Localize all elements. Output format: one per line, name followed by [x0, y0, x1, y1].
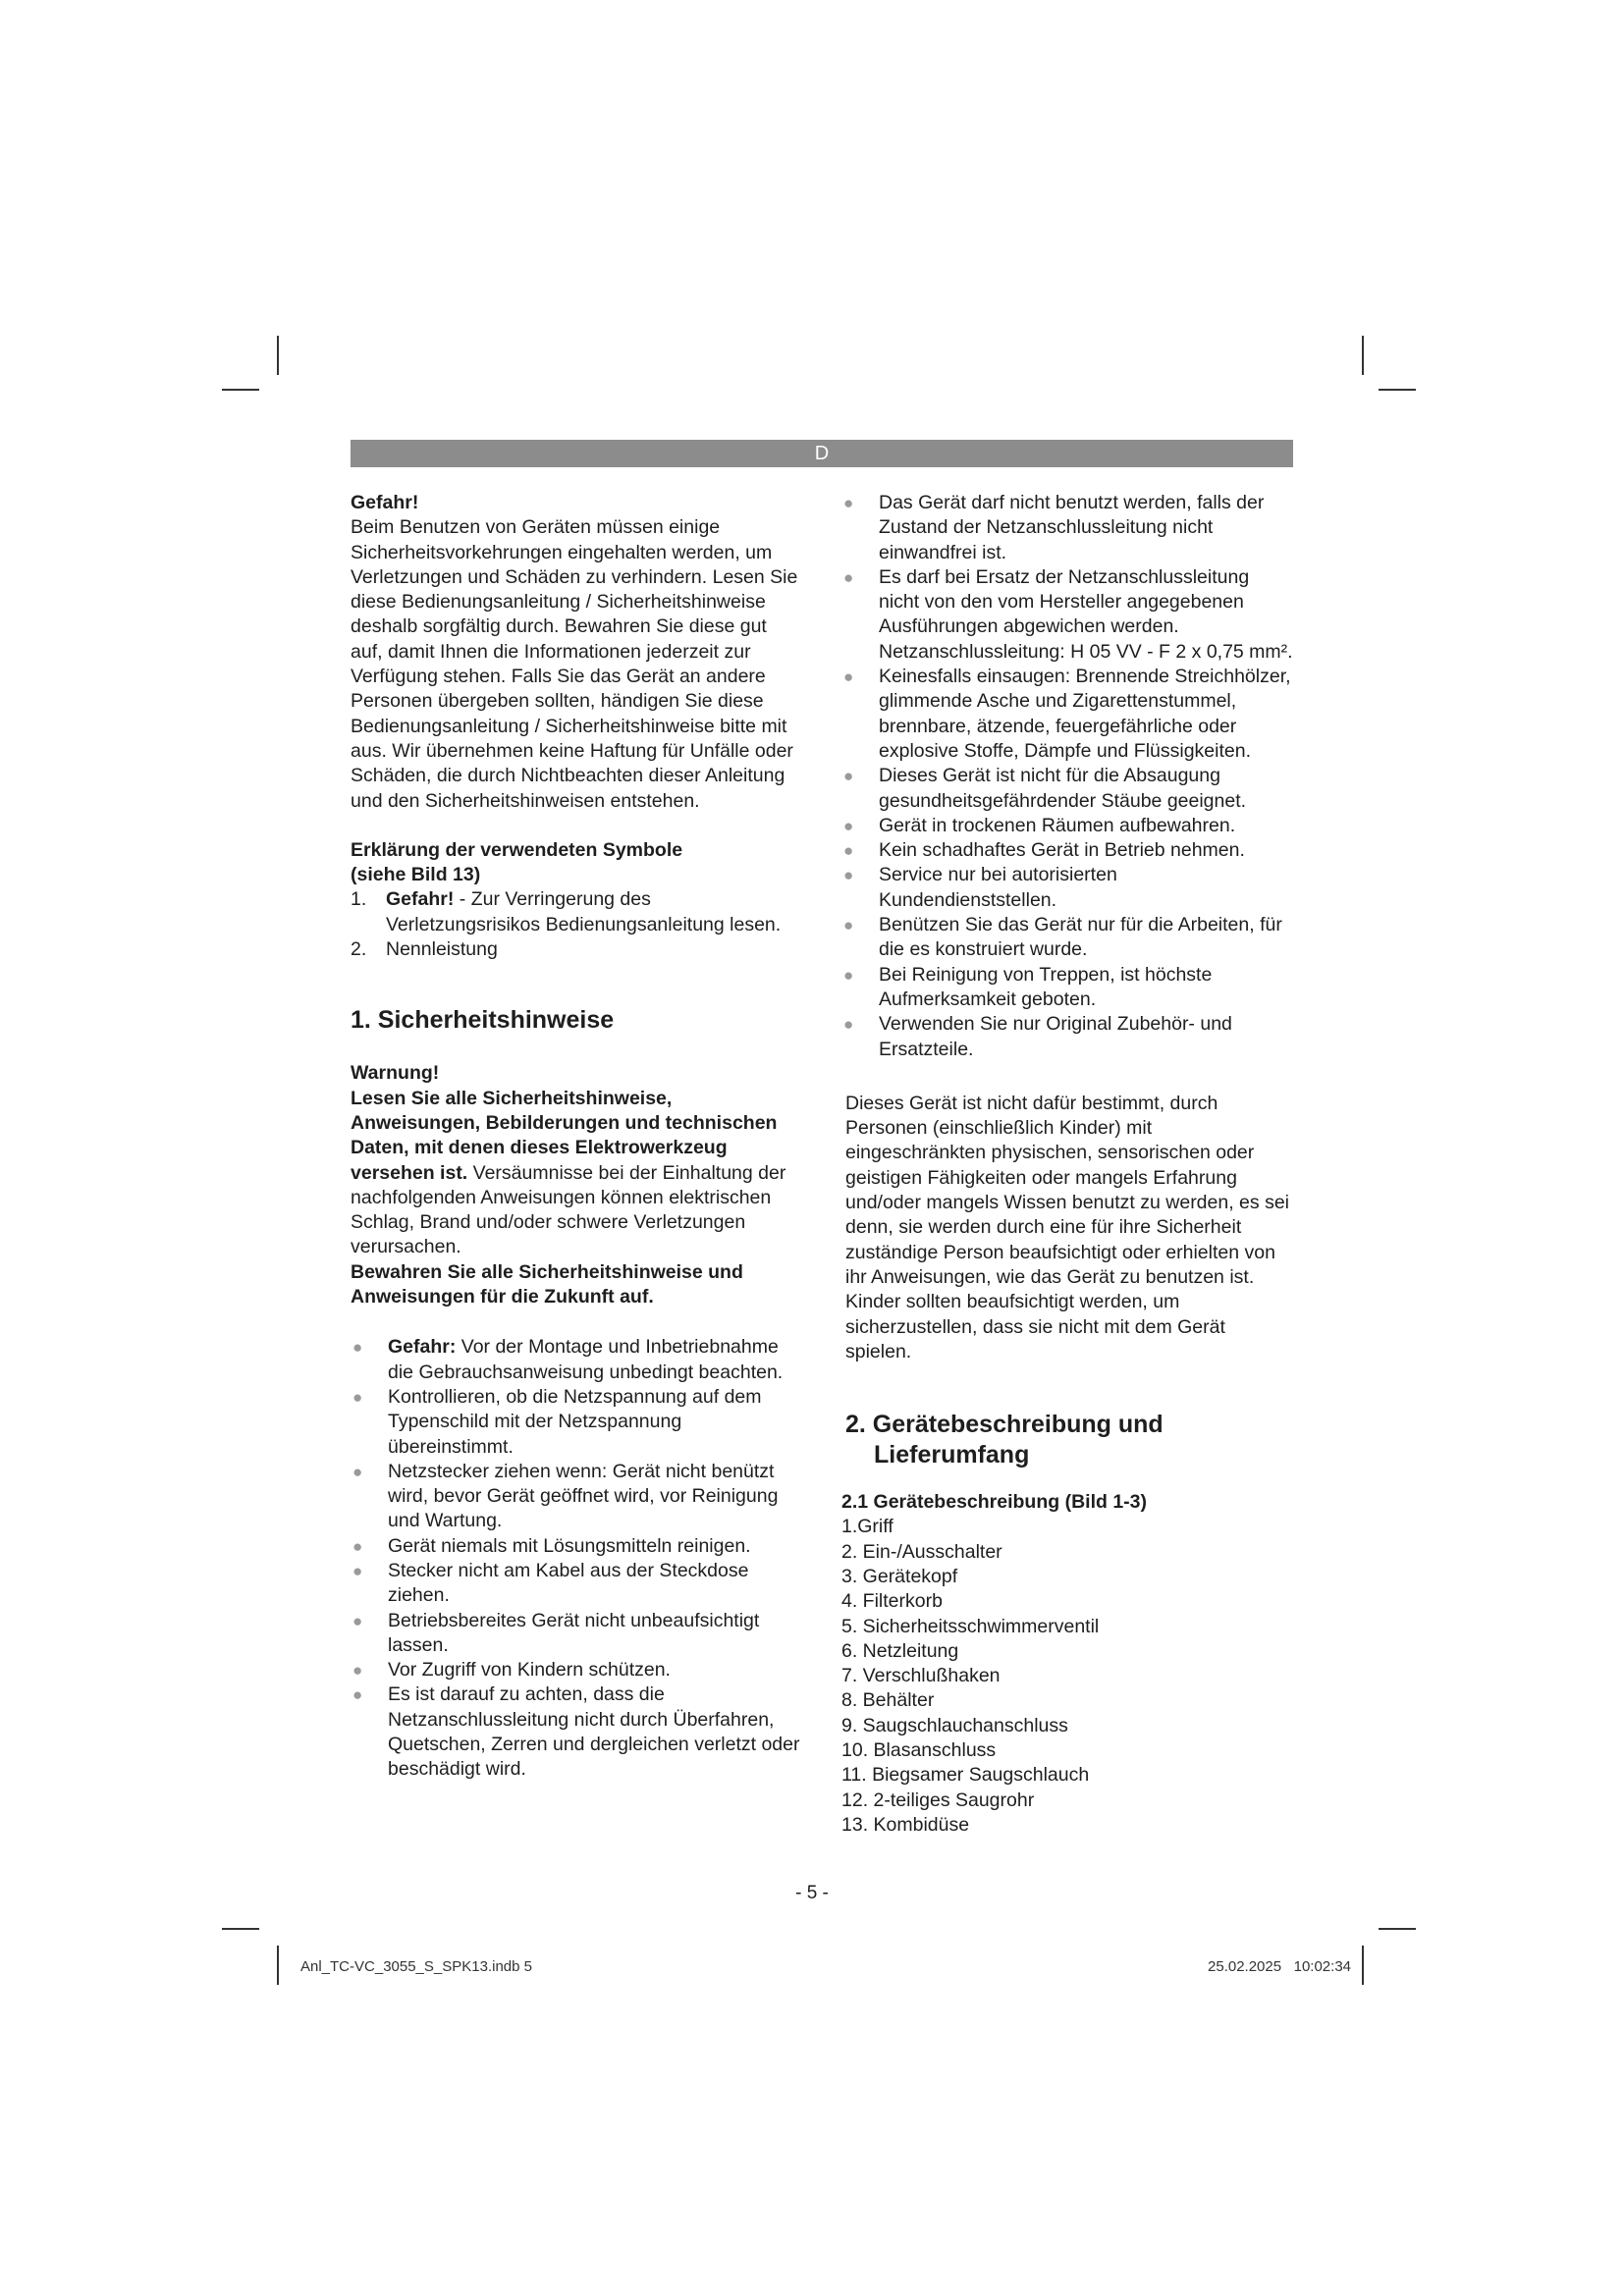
- bullet-icon: ●: [843, 841, 854, 861]
- list-item: [841, 913, 1293, 963]
- item-text: Nennleistung: [386, 938, 498, 961]
- item-number: 1.: [351, 888, 367, 911]
- safety-bullets-right: [841, 491, 1293, 1062]
- list-item: [841, 665, 1293, 764]
- item-text: Dieses Gerät ist nicht für die Absaugung gesundheitsgefährdender Stäube geeignet.: [879, 765, 1247, 812]
- list-item: 2. Ein-/Ausschalter: [841, 1540, 1002, 1563]
- language-letter: D: [814, 443, 830, 464]
- bullet-icon: ●: [352, 1338, 363, 1358]
- list-item: 4. Filterkorb: [841, 1590, 943, 1613]
- list-item: [351, 1682, 802, 1782]
- symbols-list: [351, 887, 802, 962]
- bullet-icon: ●: [352, 1611, 363, 1630]
- bullet-icon: ●: [352, 1685, 363, 1705]
- list-item: 7. Verschlußhaken: [841, 1665, 1001, 1687]
- warning-title: Warnung!: [351, 1062, 440, 1085]
- crop-mark: [1362, 1946, 1364, 1985]
- bullet-icon: ●: [843, 667, 854, 687]
- print-time: 10:02:34: [1293, 1958, 1351, 1975]
- item-number: 2.: [351, 938, 367, 961]
- bullet-icon: ●: [352, 1661, 363, 1681]
- list-item: 10. Blasanschluss: [841, 1739, 997, 1762]
- crop-mark: [277, 1946, 279, 1985]
- bullet-icon: ●: [352, 1462, 363, 1481]
- list-item: [351, 937, 802, 962]
- bullet-icon: ●: [843, 567, 854, 587]
- item-text: Service nur bei autorisierten Kundendienststellen.: [879, 864, 1117, 911]
- crop-mark: [277, 336, 279, 375]
- crop-mark: [222, 1928, 259, 1930]
- item-text: Kein schadhaftes Gerät in Betrieb nehmen.: [879, 839, 1245, 862]
- print-date: 25.02.2025: [1208, 1958, 1282, 1975]
- bullet-icon: ●: [843, 767, 854, 786]
- list-item: 13. Kombidüse: [841, 1813, 970, 1836]
- item-text: Gerät in trockenen Räumen aufbewahren.: [879, 814, 1236, 836]
- item-text: Betriebsbereites Gerät nicht unbeaufsichtigt lassen.: [388, 1609, 760, 1656]
- list-item: [351, 1335, 802, 1385]
- symbols-subtitle: (siehe Bild 13): [351, 864, 481, 886]
- item-text: Netzstecker ziehen wenn: Gerät nicht benützt wird, bevor Gerät geöffnet wird, vor Reinigung und Wartung.: [388, 1460, 779, 1532]
- warning-bold: Lesen Sie alle Sicherheitshinweise, Anweisungen, Bebilderungen und technischen Daten, mit denen dieses Elektrowerkzeug versehen ist.: [351, 1087, 778, 1184]
- list-item: 5. Sicherheitsschwimmerventil: [841, 1615, 1100, 1637]
- item-text: Es darf bei Ersatz der Netzanschlussleitung nicht von den vom Hersteller angegebenen Ausführungen abgewichen werden. Netzanschlussleitung: H 05 VV - F 2 x 0,75 mm².: [879, 565, 1293, 663]
- item-text: Bei Reinigung von Treppen, ist höchste Aufmerksamkeit geboten.: [879, 963, 1213, 1010]
- list-item: [841, 1012, 1293, 1062]
- danger-text: Beim Benutzen von Geräten müssen einige Sicherheitsvorkehrungen eingehalten werden, um Verletzungen und Schäden zu verhindern. Lesen Sie diese Bedienungsanleitung / Sicherheitshinweise deshalb sorgfältig durch. Bewahren Sie diese gut auf, damit Ihnen die Informationen jederzeit zur Verfügung stehen. Falls Sie das Gerät an andere Personen übergeben sollten, händigen Sie diese Bedienungsanleitung / Sicherheitshinweise bitte mit aus. Wir übernehmen keine Haftung für Unfälle oder Schäden, die durch Nichtbeachten dieser Anleitung und den Sicherheitshinweisen entstehen.: [351, 516, 798, 812]
- children-notice: Dieses Gerät ist nicht dafür bestimmt, durch Personen (einschließlich Kinder) mit eingeschränkten physischen, sensorischen oder geistigen Fähigkeiten oder mangels Erfahrung und/oder mangels Wissen benutzt zu werden, es sei denn, sie werden durch eine für ihre Sicherheit zuständige Person beaufsichtigt oder erhielten von ihr Anweisungen, wie das Gerät zu benutzen ist. Kinder sollten beaufsichtigt werden, um sicherzustellen, dass sie nicht mit dem Gerät spielen.: [845, 1092, 1289, 1362]
- parts-list: [841, 1515, 1293, 1838]
- list-item: [351, 1658, 802, 1682]
- list-item: [841, 565, 1293, 665]
- list-item: 9. Saugschlauchanschluss: [841, 1714, 1068, 1736]
- list-item: 11. Biegsamer Saugschlauch: [841, 1764, 1090, 1787]
- list-item: 6. Netzleitung: [841, 1639, 959, 1662]
- symbols-title: Erklärung der verwendeten Symbole: [351, 838, 683, 861]
- item-text: Stecker nicht am Kabel aus der Steckdose ziehen.: [388, 1559, 749, 1607]
- subsection-2-1-title: 2.1 Gerätebeschreibung (Bild 1-3): [841, 1491, 1148, 1514]
- item-text: Vor der Montage und Inbetriebnahme die Gebrauchsanweisung unbedingt beachten.: [388, 1336, 784, 1383]
- list-item: 12. 2-teiliges Saugrohr: [841, 1789, 1035, 1811]
- list-item: [841, 863, 1293, 913]
- item-text: Gerät niemals mit Lösungsmitteln reinigen.: [388, 1534, 751, 1557]
- crop-mark: [1379, 1928, 1416, 1930]
- right-column: [841, 491, 1293, 1838]
- language-header-bar: [351, 440, 1293, 467]
- list-item: [841, 838, 1293, 863]
- list-item: [351, 1559, 802, 1609]
- bullet-icon: ●: [843, 494, 854, 512]
- list-item: [841, 814, 1293, 838]
- list-item: [351, 1534, 802, 1559]
- item-text: Vor Zugriff von Kindern schützen.: [388, 1659, 671, 1682]
- safety-bullets-left: [351, 1335, 802, 1782]
- list-item: [841, 764, 1293, 814]
- section-2-heading-cont: Lieferumfang: [874, 1441, 1030, 1469]
- list-item: [351, 1609, 802, 1659]
- item-text: Verwenden Sie nur Original Zubehör- und Ersatzteile.: [879, 1013, 1232, 1060]
- section-1-heading: 1. Sicherheitshinweise: [351, 1006, 615, 1035]
- bullet-icon: ●: [843, 1015, 854, 1035]
- crop-mark: [222, 389, 259, 391]
- list-item: [351, 1460, 802, 1534]
- bullet-icon: ●: [352, 1536, 363, 1556]
- bullet-icon: ●: [352, 1387, 363, 1407]
- list-item: [841, 963, 1293, 1013]
- item-text: Kontrollieren, ob die Netzspannung auf dem Typenschild mit der Netzspannung übereinstimmt.: [388, 1385, 762, 1458]
- page-number: - 5 -: [795, 1883, 829, 1903]
- bullet-icon: ●: [843, 816, 854, 835]
- file-name: Anl_TC-VC_3055_S_SPK13.indb 5: [300, 1958, 532, 1975]
- warning-text: [351, 1087, 802, 1260]
- item-text: Es ist darauf zu achten, dass die Netzanschlussleitung nicht durch Überfahren, Quetschen, Zerren und dergleichen verletzt oder beschädigt wird.: [388, 1683, 800, 1781]
- print-timestamp: [1208, 1958, 1351, 1975]
- keep-instructions: Bewahren Sie alle Sicherheitshinweise und Anweisungen für die Zukunft auf.: [351, 1260, 743, 1308]
- section-2-heading: 2. Gerätebeschreibung und: [845, 1411, 1164, 1439]
- crop-mark: [1379, 389, 1416, 391]
- list-item: 8. Behälter: [841, 1689, 935, 1712]
- warning-body: Versäumnisse bei der Einhaltung der nachfolgenden Anweisungen können elektrischen Schlag, Brand und/oder schwere Verletzungen verursachen.: [351, 1161, 786, 1258]
- bullet-icon: ●: [843, 965, 854, 985]
- left-column: [351, 491, 802, 1783]
- list-item: [351, 1385, 802, 1460]
- item-bold: Gefahr!: [386, 888, 455, 911]
- list-item: 3. Gerätekopf: [841, 1565, 958, 1587]
- item-text: Keinesfalls einsaugen: Brennende Streichhölzer, glimmende Asche und Zigarettenstummel, brennbare, ätzende, feuergefährliche oder explosive Stoffe, Dämpfe und Flüssigkeiten.: [879, 666, 1291, 762]
- bullet-icon: ●: [843, 916, 854, 935]
- crop-mark: [1362, 336, 1364, 375]
- bullet-icon: ●: [843, 866, 854, 885]
- item-text: - Zur Verringerung des Verletzungsrisikos Bedienungsanleitung lesen.: [386, 888, 782, 935]
- list-item: 1.Griff: [841, 1516, 893, 1538]
- danger-title: Gefahr!: [351, 492, 419, 513]
- list-item: [841, 491, 1293, 565]
- list-item: [351, 887, 802, 937]
- item-text: Das Gerät darf nicht benutzt werden, falls der Zustand der Netzanschlussleitung nicht einwandfrei ist.: [879, 492, 1265, 563]
- item-bold: Gefahr:: [388, 1336, 457, 1359]
- bullet-icon: ●: [352, 1561, 363, 1580]
- item-text: Benützen Sie das Gerät nur für die Arbeiten, für die es konstruiert wurde.: [879, 914, 1282, 961]
